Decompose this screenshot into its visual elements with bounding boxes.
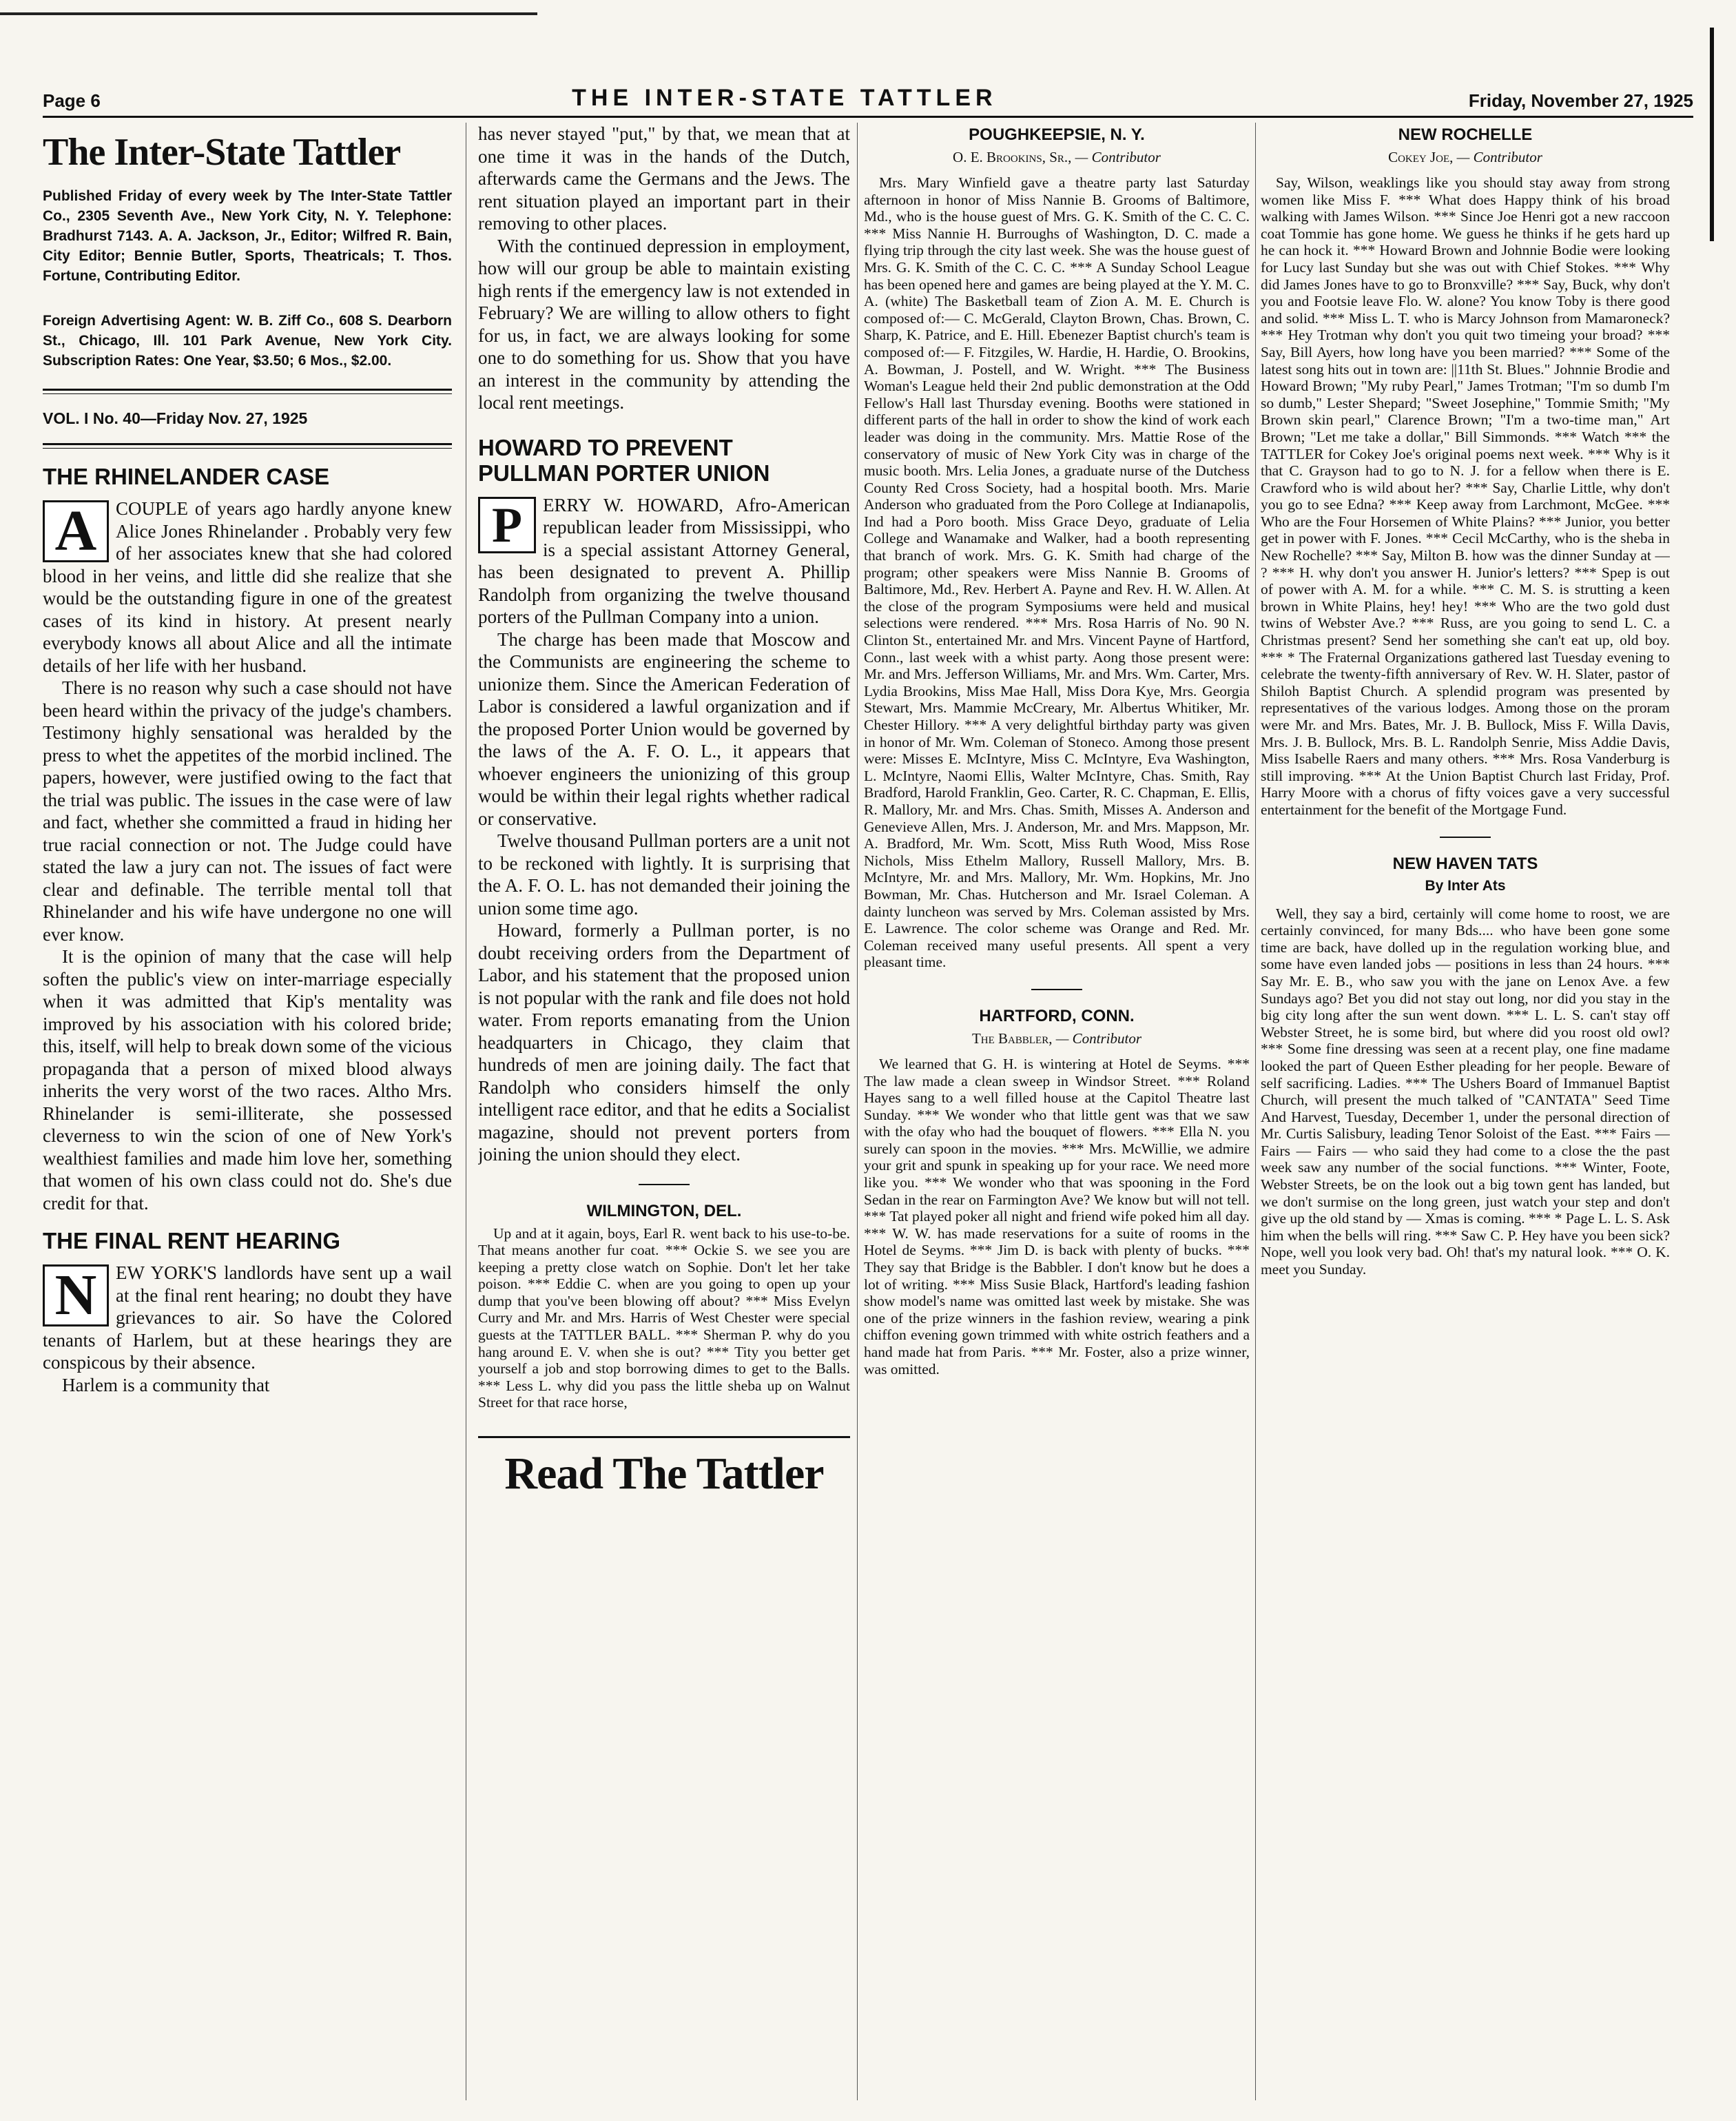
article-pullman xyxy=(478,435,850,1166)
volume-line: VOL. I No. 40—Friday Nov. 27, 1925 xyxy=(43,409,308,427)
column-3 xyxy=(864,123,1250,2107)
paper-title: The Inter-State Tattler xyxy=(43,131,401,174)
paragraph: has never stayed "put," by that, we mean that at one time it was in the hands of the Dutch, afterwards came the Germans and the Jews. The rent situation played an important part in their removing to other places. xyxy=(478,123,850,234)
news-new-rochelle xyxy=(1261,125,1670,819)
contributor-name: Cokey Joe, xyxy=(1388,149,1454,165)
page-header xyxy=(43,81,1693,112)
edge-rule xyxy=(1710,28,1714,241)
read-tattler-ad: Read The Tattler xyxy=(478,1436,850,1500)
headline: HOWARD TO PREVENT PULLMAN PORTER UNION xyxy=(478,434,770,486)
column-divider xyxy=(1255,123,1256,2100)
headline: THE FINAL RENT HEARING xyxy=(43,1228,341,1253)
news-body: We learned that G. H. is wintering at Hotel de Seyms. *** The law made a clean sweep in Windsor Street. *** Roland Hayes sang to a well filled house at the Capitol Theatre last Sunday. *** We wonder who that little gent was that we saw with the ofay who had the bouquet of flowers. *** Ella N. you surely can spoon in the movies. *** Mrs. McWillie, we admire your grit and spunk in speaking up for your race. We need more like you. *** We wonder who that was spooning in the Ford Sedan in the rear on Farmington Ave? We know but will not tell. *** Tat played poker all night and friend wife poked him all day. *** W. W. has made reservations for a suite of rooms in the Hotel de Seyms. *** Jim D. is back with plenty of bucks. *** They say that Bridge is the Babbler. I don't know but he does a lot of writing. *** Miss Susie Black, Hartford's leading fashion show model's name was omitted last week by mistake. She was one of the prize winners in the fashion review, wearing a pink chiffon evening gown trimmed with white ostrich feathers and a hand made hat from Paris. *** Mr. Foster, also a prize winner, was omitted. xyxy=(864,1055,1250,1377)
issue-date: Friday, November 27, 1925 xyxy=(1468,90,1693,111)
contributor-role: — Contributor xyxy=(1456,149,1542,165)
drop-cap: N xyxy=(43,1264,109,1326)
news-new-haven xyxy=(1261,854,1670,1278)
paragraph: It is the opinion of many that the case will help soften the public's view on inter-marriage especially when it was admitted that Kip's mentality was improved by his association with his colored bride; this, itself, will help to break down some of the vicious propaganda that a person of mixed blood always inherits the very worst of the two races. Altho Mrs. Rhinelander is semi-illiterate, she possessed cleverness to win the scion of one of New York's wealthiest families and made him love her, something that women of his own class could not do. She's due credit for that. xyxy=(43,946,452,1213)
column-1 xyxy=(43,123,452,2107)
column-2 xyxy=(478,123,850,2107)
section-heading: HARTFORD, CONN. xyxy=(979,1006,1135,1025)
page-number: Page 6 xyxy=(43,90,101,111)
news-poughkeepsie xyxy=(864,125,1250,971)
drop-cap: A xyxy=(43,500,109,562)
publisher-info: Published Friday of every week by The Inter-State Tattler Co., 2305 Seventh Ave., New York City, N. Y. Telephone: Bradhurst 7143. A. A. Jackson, Jr., Editor; Wilfred R. Bain, City Editor; Bennie Butler, Sports, Theatricals; T. Thos. Fortune, Contributing Editor. xyxy=(43,188,452,284)
running-masthead: THE INTER-STATE TATTLER xyxy=(572,85,998,111)
section-heading: WILMINGTON, DEL. xyxy=(586,1201,742,1220)
paragraph: Twelve thousand Pullman porters are a unit not to be reckoned with lightly. It is surprising that the A. F. O. L. has not demanded their joining the union some time ago. xyxy=(478,830,850,919)
section-rule xyxy=(1440,837,1491,838)
news-body: Say, Wilson, weaklings like you should stay away from strong women like Miss F. *** What does Happy think of his broad walking with James Wilson. *** Since Joe Henri got a new raccoon coat Tommie has gone home. We guess he thinks if he gets hard up he can hock it. *** Howard Brown and Johnnie Bodie were looking for Lucy last Sunday but she was out with Chief Stokes. *** Why did James Jones have to go to Bronxville? *** Say, Buck, why don't you and Footsie leave Flo. W. alone? You know Toby is there good and solid. *** Miss L. T. who is Marcy Johnson from Mamaroneck? *** Hey Trotman why don't you quit two timeing your broad? *** Say, Bill Ayers, how long have you been married? *** Some of the latest song hits out in town are: ||11th St. Blues." Johnnie Brodie and Howard Brown; "My ruby Pearl," James Trotman; "I'm so dumb I'm so dumb," Lester Shepard; "Sweet Josephine," Tommie Smith; "My Brown skin pearl," Clarence Brown; "I'm a two-time man," Art Brown; "Let me take a dollar," Bill Simmonds. *** Watch *** the TATTLER for Cokey Joe's original poems next week. *** Why is it that C. Grayson had to go to N. J. for a fellow when there is E. Crawford who is wild about her? *** Say, Charlie Little, why don't you go to see Edna? *** Keep away from Larchmont, McGee. *** Who are the Four Horsemen of White Plains? *** Junior, you better get in power with F. Jones. *** Cecil McCarthy, who is the sheba in New Rochelle? *** Say, Milton B. how was the dinner Sunday at — ? *** H. why don't you answer H. Junior's letters? *** Spep is out of power with A. M. for a while. *** C. M. S. is strutting a keen brown in White Plains, hey! hey! *** Who are the two gold dust twins of Webster Ave.? *** Russ, are you going to send L. C. a Christmas present? Send her something she can't eat up, old boy. *** * The Fraternal Organizations gathered last Tuesday evening to celebrate the twenty-fifth anniversary of Rev. W. H. Slater, pastor of Shiloh Baptist Church. A splendid program was presented by representatives of the various lodges. Among those on the proram were Mr. and Mrs. Bates, Mr. J. B. Bullock, Miss F. Willa Davis, Mrs. J. B. Bullock, Mrs. B. L. Randolph Senrie, Miss Addie Davis, Miss Isabelle Raers and many others. *** Mrs. Rosa Vanderburg is still improving. *** At the Union Baptist Church last Friday, Prof. Harry Moore with a chorus of fifty voices gave a very successful entertainment for the benefit of the Mortgage Fund. xyxy=(1261,174,1670,818)
headline: THE RHINELANDER CASE xyxy=(43,464,330,489)
lead-paragraph: ERRY W. HOWARD, Afro-American republican leader from Mississippi, who is a special assistant Attorney General, has been designated to prevent A. Phillip Randolph from organizing the twelve thousand porters of the Pullman Company into a union. xyxy=(478,494,850,627)
section-heading: POUGHKEEPSIE, N. Y. xyxy=(969,125,1145,144)
contributor-line xyxy=(864,1030,1250,1047)
column-4 xyxy=(1261,123,1670,2107)
column-divider xyxy=(857,123,858,2100)
contributor-name: The Babbler, xyxy=(971,1029,1053,1047)
contributor-role: — Contributor xyxy=(1075,149,1161,165)
section-rule xyxy=(639,1184,690,1185)
news-body: Well, they say a bird, certainly will come home to roost, we are certainly convinced, for many Bds.... who have been gone some time are back, have dolled up in the regulation working blue, and some have even landed jobs — positions in less than 24 hours. *** Say Mr. E. B., who saw you with the jane on Lenox Ave. a few Sundays ago? Bet you did not stay out long, nor did you stay in the big city long after the sun went down. *** L. L. S. can't stay off Webster Street, he is some bird, but where did you roost old owl? *** Some fine dressing was seen at a recent play, one fine madame looked the part of Queen Esther pleading for her people. Beware of self sacrificing. Ladies. *** The Ushers Board of Immanuel Baptist Church, will present the much talked of "CANTATA" Seed Time And Harvest, Tuesday, December 1, under the personal direction of Mr. Curtis Salisbury, leading Tenor Soloist of the East. *** Fairs — Fairs — Fairs — who said they had come to a close the the past week saw any number of the social functions. *** Winter, Foote, Webster Streets, be on the look out a big town gent has landed, but we don't surmise on the long green, just watch your step and don't give up the old stand by — Xmas is coming. *** * Page L. L. S. Ask him when the bells will ring. *** Saw C. P. Hey have you been sick? Nope, well you look very bad. Oh! that's my natural look. *** O. K. meet you Sunday. xyxy=(1261,905,1670,1278)
drop-cap: P xyxy=(478,497,536,553)
paragraph: Harlem is a community that xyxy=(62,1374,270,1395)
lead-paragraph: COUPLE of years ago hardly anyone knew Alice Jones Rhinelander . Probably very few of her associates knew that she had colored blood in her veins, and little did she realize that she would be the outstanding figure in one of the greatest cases of its kind in history. At present nearly everybody knows all about Alice and all the intimate details of her life with her husband. xyxy=(43,498,452,676)
paragraph: There is no reason why such a case should not have been heard within the privacy of the judge's chambers. Testimony highly sensational was heralded by the press to whet the appetites of the morbid inclined. The papers, however, were justified owing to the fact that the trial was public. The issues in the case were of law and fact, whether she committed a fraud in hiding her true racial connection or not. The Judge could have stated the law a jury can not. The issues of fact were clear and definable. The terrible mental toll that Rhinelander and his wife have undergone no one will ever know. xyxy=(43,677,452,945)
news-hartford xyxy=(864,1007,1250,1377)
article-rent-hearing xyxy=(43,1228,452,1396)
lead-paragraph: EW YORK'S landlords have sent up a wail at the final rent hearing; no doubt they have grievances to air. So have the Colored tenants of Harlem, but at these hearings they are conspicous by their absence. xyxy=(43,1262,452,1373)
advertising-info: Foreign Advertising Agent: W. B. Ziff Co., 608 S. Dearborn St., Chicago, Ill. 101 Park Avenue, New York City. Subscription Rates: One Year, $3.50; 6 Mos., $2.00. xyxy=(43,313,452,369)
news-wilmington xyxy=(478,1202,850,1412)
paragraph: The charge has been made that Moscow and the Communists are engineering the scheme to unionize them. Since the American Federation of Labor is considered a lawful organization and if the proposed Porter Union would be governed by the laws of the A. F. O. L., it appears that whoever engineers the unionizing of this group would be within their legal rights whether radical or conservative. xyxy=(478,628,850,829)
news-body: Up and at it again, boys, Earl R. went back to his use-to-be. That means another fur coat. *** Ockie S. we see you are keeping a pretty close watch on Sophie. Don't let her take poison. *** Eddie C. when are you going to open up your dump that you've been blowing off about? *** Miss Evelyn Curry and Mr. and Mrs. Harris of West Chester were special guests at the TATTLER BALL. *** Sherman P. why do you hang around E. V. when she is out? *** Tity you better get yourself a job and stop borrowing dimes to get to the Balls. *** Less L. why did you pass the little sheba up on Walnut Street for that race horse, xyxy=(478,1225,850,1411)
double-rule xyxy=(43,389,452,394)
byline: By Inter Ats xyxy=(1425,877,1506,894)
article-rhinelander xyxy=(43,464,452,1214)
paragraph: Howard, formerly a Pullman porter, is no doubt receiving orders from the Department of Labor, and his statement that the proposed union is not popular with the rank and file does not hold water. From reports emanating from the Union headquarters in Chicago, they claim that hundreds of men are joining daily. The fact that Randolph who considers himself the only intelligent race editor, and that he edits a Socialist magazine, should not prevent porters from joining the union should they elect. xyxy=(478,920,850,1165)
section-rule xyxy=(1031,989,1082,990)
top-scan-rule xyxy=(0,12,537,15)
rent-continuation xyxy=(478,123,850,414)
contributor-role: — Contributor xyxy=(1055,1029,1142,1047)
double-rule xyxy=(43,443,452,449)
contributor-line xyxy=(1261,149,1670,166)
header-rule xyxy=(43,116,1693,118)
contributor-line xyxy=(864,149,1250,166)
contributor-name: O. E. Brookins, Sr., xyxy=(953,149,1072,165)
section-heading: NEW HAVEN TATS xyxy=(1392,854,1538,873)
news-body: Mrs. Mary Winfield gave a theatre party last Saturday afternoon in honor of Miss Nannie B. Grooms of Baltimore, Md., who is the house guest of Mrs. G. K. Smith of the C. C. C. *** Miss Nannie H. Burroughs of Washington, D. C. made a flying trip through the city last week. She was the house guest of Mrs. G. K. Smith of the C. C. C. *** A Sunday School League has been opened here and games are being played at the Y. M. C. A. (white) The Basketball team of Zion A. M. E. Church is composed of:— C. McGerald, Clayton Brown, Chas. Brown, C. Sharp, K. Patrice, and E. Hill. Ebenezer Baptist church's team is composed of:— F. Fitzgiles, W. Hardie, H. Hardie, O. Brookins, A. Bowman, J. Postell, and W. Wright. *** The Business Woman's League held their 2nd public demonstration at the Odd Fellow's Hall last Thursday evening. Booths were stationed in different parts of the hall in order to show the kind of work each leader was doing in the community. Mrs. Mattie Rose of the conservatory of music of New York City was in charge of the music booth. Mrs. Lelia Jones, a graduate nurse of the Dutchess County Red Cross Society, had a hospital booth. Mrs. Marie Anderson who graduated from the Poro College at Indianapolis, Ind had a Poro booth. Miss Grace Deyo, graduate of Lelia College and Wanamake and Walker, had a booth representing that branch of work. Mrs. G. K. Smith had charge of the program; other speakers were Miss Nannie B. Grooms of Baltimore, Md., Rev. Herbert A. Payne and Rev. H. W. Allen. At the close of the program Symposiums were held and musical selections were rendered. *** Mrs. Rosa Harris of No. 90 N. Clinton St., entertained Mr. and Mrs. Vincent Payne of Hartford, Conn., last week with a whist party. Aong those present were: Mr. and Mrs. Jefferson Williams, Mr. and Mrs. Wm. Carter, Mrs. Lydia Brookins, Miss Mae Hall, Miss Dora Kye, Mrs. Georgia Stewart, Mrs. Mammie McCreary, Mr. Albertus Whitiker, Mr. Chester Hillory. *** A very delightful birthday party was given in honor of Mr. Wm. Coleman of Stoneco. Among those present were: Misses E. McIntyre, Miss C. McIntyre, Eva Washington, L. McIntyre, Naomi Ellis, Walter McIntyre, Chas. Smith, Ray Bradford, Harold Franklin, Geo. Carter, R. C. Chapman, E. Ellis, R. Mallory, Mr. and Mrs. Chas. Smith, Misses A. Anderson and Genevieve Allen, Mrs. J. Anderson, Mr. and Mrs. Mappson, Mr. A. Bradford, Mr. Wm. Scott, Miss Ruth Wood, Miss Rose Nichols, Miss Ethelm Mallory, Russell Mallory, Mrs. B. McIntyre, Mr. and Mrs. Mallory, Mr. Wm. Hopkins, Mr. Jno Bowman, Mr. Chas. Hutcherson and Mr. Israel Coleman. A dainty luncheon was served by Mrs. Coleman assisted by Mrs. E. Lawrence. The color scheme was Orange and Red. Mr. Coleman received many useful presents. All spent a very pleasant time. xyxy=(864,174,1250,971)
section-heading: NEW ROCHELLE xyxy=(1398,125,1533,144)
paragraph: With the continued depression in employment, how will our group be able to maintain existing high rents if the emergency law is not extended in February? We are willing to allow others to fight for us, in fact, we are always looking for some one to do something for us. Show that you have an interest in the community by attending the local rent meetings. xyxy=(478,235,850,413)
